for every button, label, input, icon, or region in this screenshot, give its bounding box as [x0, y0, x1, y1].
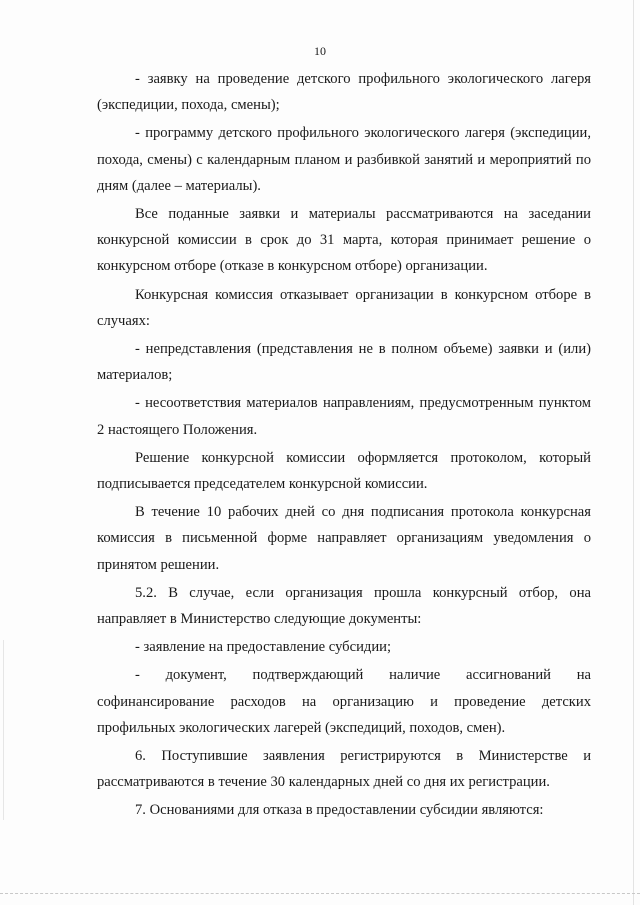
page-number: 10: [314, 44, 326, 58]
scan-edge-bottom: [0, 893, 640, 895]
paragraph-5-2: 5.2. В случае, если организация прошла конкурсный отбор, она направляет в Министерство следующие документы:: [97, 584, 591, 628]
list-item-nonconformity: - несоответствия материалов направлениям, предусмотренным пунктом 2 настоящего Положения.: [97, 395, 591, 438]
list-item-cofinancing-document: - документ, подтверждающий наличие ассигнований на софинансирование расходов на организацию и проведение детских профильных экологических лагерей (экспедиций, походов, смен).: [97, 667, 591, 736]
list-item-subsidy-application: - заявление на предоставление субсидии;: [135, 639, 391, 656]
paragraph-protocol: Решение конкурсной комиссии оформляется протоколом, который подписывается председателем конкурсной комиссии.: [97, 449, 591, 493]
scan-edge-left: [3, 640, 4, 820]
scan-edge-right: [633, 0, 634, 905]
list-item-application: - заявку на проведение детского профильного экологического лагеря (экспедиции, похода, смены);: [97, 71, 591, 114]
document-body: [97, 66, 591, 824]
list-item-program: - программу детского профильного экологического лагеря (экспедиции, похода, смены) с календарным планом и разбивкой занятий и мероприятий по дням (далее – материалы).: [97, 125, 591, 194]
paragraph-notification: В течение 10 рабочих дней со дня подписания протокола конкурсная комиссия в письменной форме направляет организациям уведомления о принятом решении.: [97, 504, 591, 573]
paragraph-review: Все поданные заявки и материалы рассматриваются на заседании конкурсной комиссии в срок до 31 марта, которая принимает решение о конкурсном отборе (отказе в конкурсном отборе) организации.: [97, 206, 591, 275]
list-item-nonsubmission: - непредставления (представления не в полном объеме) заявки и (или) материалов;: [97, 341, 591, 384]
paragraph-7: 7. Основаниями для отказа в предоставлении субсидии являются:: [135, 802, 544, 819]
paragraph-6: 6. Поступившие заявления регистрируются в Министерстве и рассматриваются в течение 30 календарных дней со дня их регистрации.: [97, 748, 591, 791]
paragraph-refusal-cases: Конкурсная комиссия отказывает организации в конкурсном отборе в случаях:: [97, 286, 591, 329]
